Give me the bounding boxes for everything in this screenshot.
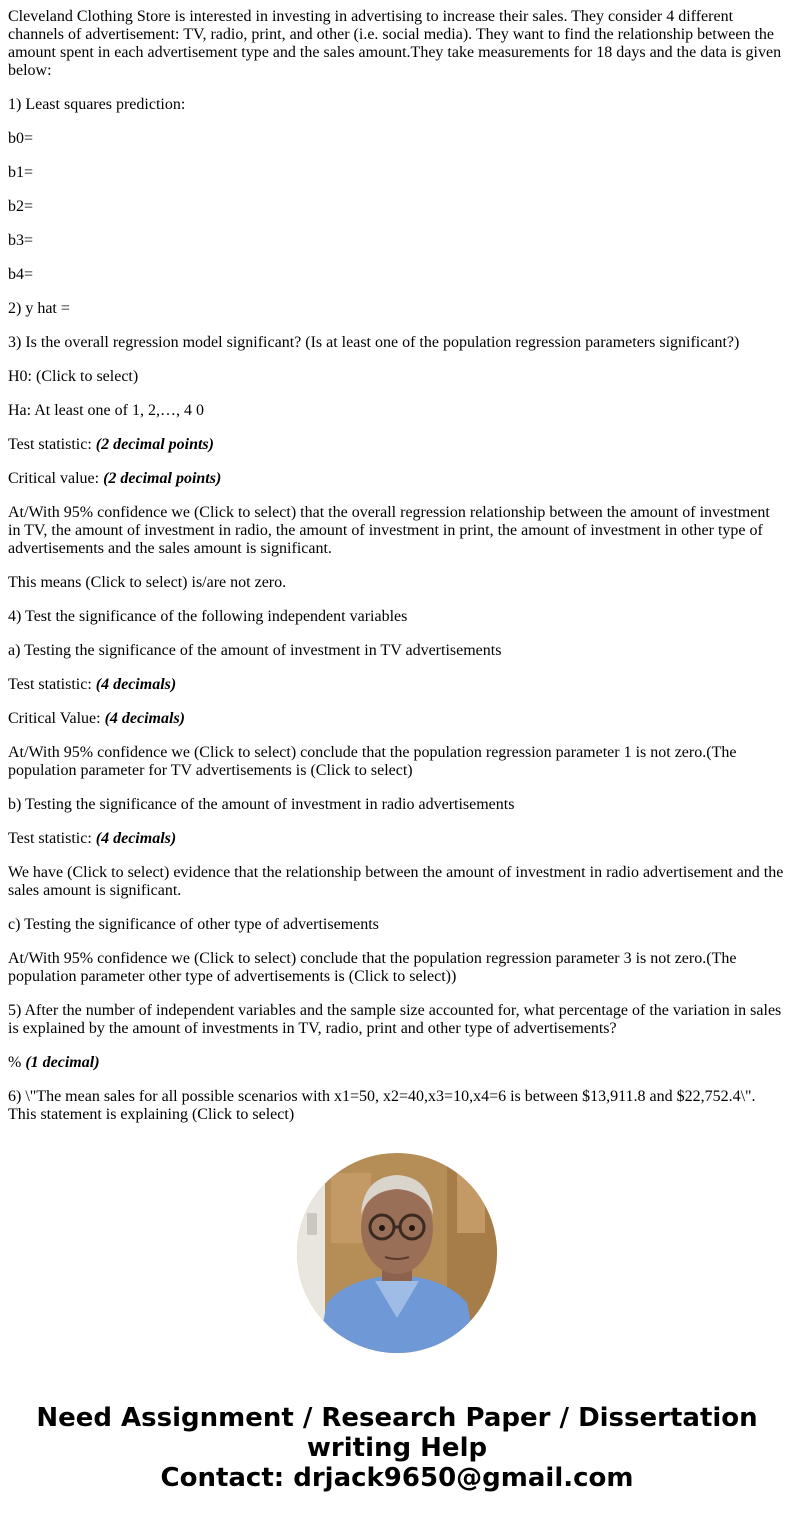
q4b-test-statistic [8, 830, 786, 848]
percentage-label: % [8, 1054, 26, 1071]
question-4a: a) Testing the significance of the amount of investment in TV advertisements [8, 642, 502, 659]
author-avatar [297, 1153, 497, 1353]
q4a-confidence-statement: At/With 95% confidence we (Click to select) conclude that the population regression parameter 1 is not zero.(The population parameter for TV advertisements is (Click to select) [8, 744, 737, 779]
question-2: 2) y hat = [8, 300, 70, 317]
question-1: 1) Least squares prediction: [8, 96, 186, 113]
question-5: 5) After the number of independent variables and the sample size accounted for, what percentage of the variation in sales is explained by the amount of investments in TV, radio, print and other type of advertisements? [8, 1002, 782, 1037]
q4a-critical-value-hint: (4 decimals) [104, 710, 185, 727]
question-4: 4) Test the significance of the following independent variables [8, 608, 408, 625]
null-hypothesis: H0: (Click to select) [8, 368, 139, 385]
b0-line: b0= [8, 130, 34, 147]
percentage-hint: (1 decimal) [25, 1054, 100, 1071]
q3-test-statistic-hint: (2 decimal points) [95, 436, 214, 453]
q3-means-statement: This means (Click to select) is/are not zero. [8, 574, 287, 591]
q4a-critical-value-label: Critical Value: [8, 710, 105, 727]
question-6: 6) \"The mean sales for all possible scenarios with x1=50, x2=40,x3=10,x4=6 is between $13,911.8 and $22,752.4\". This statement is explaining (Click to select) [8, 1088, 756, 1123]
q3-test-statistic [8, 436, 786, 454]
q3-critical-value [8, 470, 786, 488]
q4a-test-statistic-label: Test statistic: [8, 676, 96, 693]
q4b-test-statistic-label: Test statistic: [8, 830, 96, 847]
q4a-test-statistic [8, 676, 786, 694]
intro-paragraph: Cleveland Clothing Store is interested in investing in advertising to increase their sales. They consider 4 different channels of advertisement: TV, radio, print, and other (i.e. social media). They want to find the relationship between the amount spent in each advertisement type and the sales amount.They take measurements for 18 days and the data is given below: [8, 8, 782, 79]
author-photo [297, 1153, 497, 1353]
footer-contact: Contact: drjack9650@gmail.com [160, 1463, 634, 1493]
q4a-test-statistic-hint: (4 decimals) [95, 676, 177, 693]
q3-test-statistic-label: Test statistic: [8, 436, 96, 453]
footer-banner [0, 1403, 794, 1493]
b4-line: b4= [8, 266, 34, 283]
percentage-answer [8, 1054, 786, 1072]
q3-confidence-statement: At/With 95% confidence we (Click to select) that the overall regression relationship between the amount of investment in TV, the amount of investment in radio, the amount of investment in print, the amount of investment in other type of advertisements and the sales amount is significant. [8, 504, 770, 557]
b3-line: b3= [8, 232, 34, 249]
document-body [8, 8, 786, 1140]
question-4c: c) Testing the significance of other type of advertisements [8, 916, 379, 933]
footer-line-2: writing Help [306, 1433, 488, 1463]
b1-line: b1= [8, 164, 34, 181]
b2-line: b2= [8, 198, 34, 215]
q4b-test-statistic-hint: (4 decimals) [95, 830, 177, 847]
q3-critical-value-label: Critical value: [8, 470, 104, 487]
alternative-hypothesis: Ha: At least one of 1, 2,…, 4 0 [8, 402, 204, 419]
question-3: 3) Is the overall regression model significant? (Is at least one of the population regression parameters significant?) [8, 334, 740, 351]
q4c-confidence-statement: At/With 95% confidence we (Click to select) conclude that the population regression parameter 3 is not zero.(The population parameter other type of advertisements is (Click to select)) [8, 950, 737, 985]
q4b-evidence-statement: We have (Click to select) evidence that the relationship between the amount of investment in radio advertisement and the sales amount is significant. [8, 864, 784, 899]
q3-critical-value-hint: (2 decimal points) [103, 470, 222, 487]
q4a-critical-value [8, 710, 786, 728]
question-4b: b) Testing the significance of the amount of investment in radio advertisements [8, 796, 515, 813]
footer-line-1: Need Assignment / Research Paper / Dissertation [36, 1403, 758, 1433]
